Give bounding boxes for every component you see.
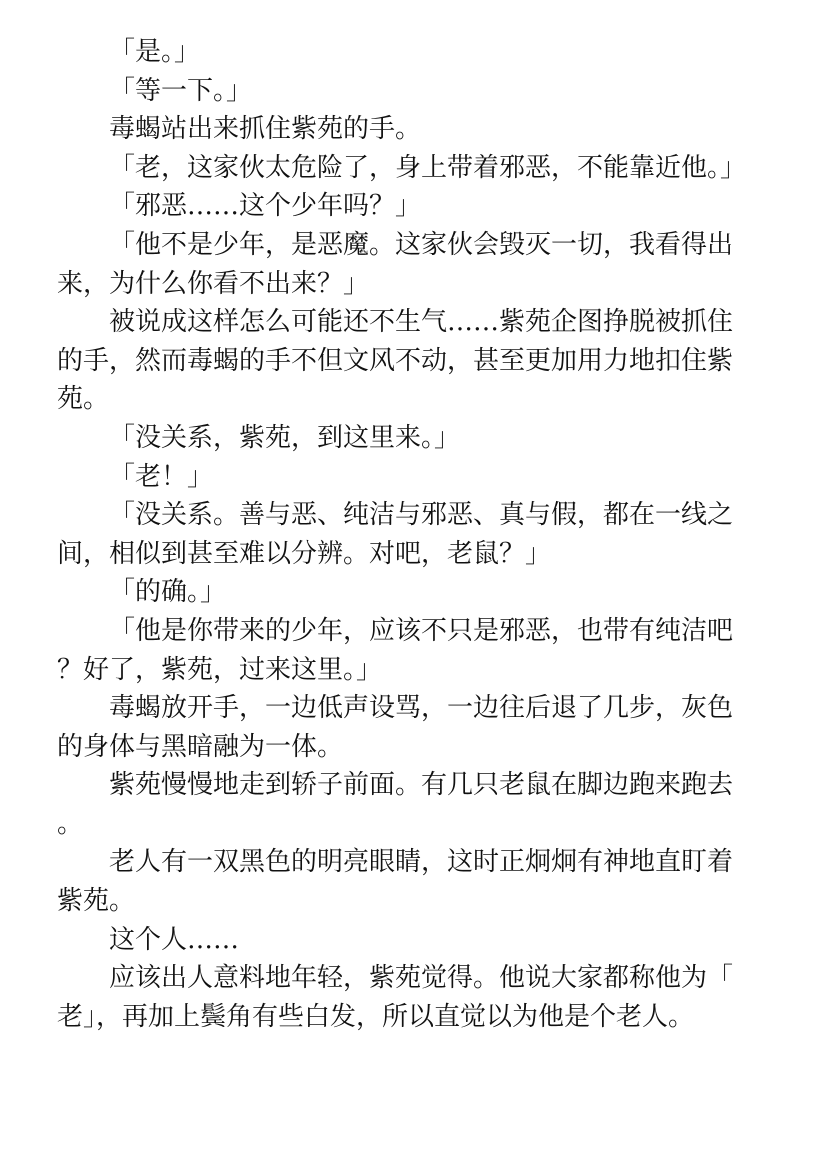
paragraph: 「的确。」: [109, 577, 227, 608]
paragraph: 「他不是少年，是恶魔。这家伙会毁灭一切，我看得出来，为什么你看不出来？」: [57, 229, 734, 299]
paragraph: 紫苑慢慢地走到轿子前面。有几只老鼠在脚边跑来跑去。: [57, 770, 734, 839]
document-page: [57, 33, 757, 1036]
paragraph: 「老，这家伙太危险了，身上带着邪恶，不能靠近他。」: [109, 152, 747, 183]
paragraph: 毒蝎放开手，一边低声设骂，一边往后退了几步，灰色的身体与黑暗融为一体。: [57, 693, 734, 762]
paragraph: 毒蝎站出来抓住紫苑的手。: [109, 114, 422, 145]
paragraph: 「没关系，紫苑，到这里来。」: [109, 422, 461, 453]
paragraph: 「老！」: [109, 461, 214, 492]
paragraph: 被说成这样怎么可能还不生气……紫苑企图挣脱被抓住的手，然而毒蝎的手不但文风不动，甚至更加用力地扣住紫苑。: [57, 307, 734, 415]
paragraph: 这个人……: [109, 924, 240, 955]
paragraph: 「邪恶……这个少年吗？」: [109, 191, 422, 222]
paragraph: 老人有一双黑色的明亮眼睛，这时正炯炯有神地直盯着紫苑。: [57, 847, 734, 917]
paragraph: 应该出人意料地年轻，紫苑觉得。他说大家都称他为「老」，再加上鬓角有些白发，所以直觉以为他是个老人。: [57, 963, 734, 1032]
paragraph: 「没关系。善与恶、纯洁与邪恶、真与假，都在一线之间，相似到甚至难以分辨。对吧，老鼠？」: [57, 500, 734, 569]
paragraph: 「是。」: [109, 37, 201, 67]
paragraph: 「他是你带来的少年，应该不只是邪恶，也带有纯洁吧？好了，紫苑，过来这里。」: [57, 615, 734, 685]
paragraph: 「等一下。」: [109, 75, 253, 106]
